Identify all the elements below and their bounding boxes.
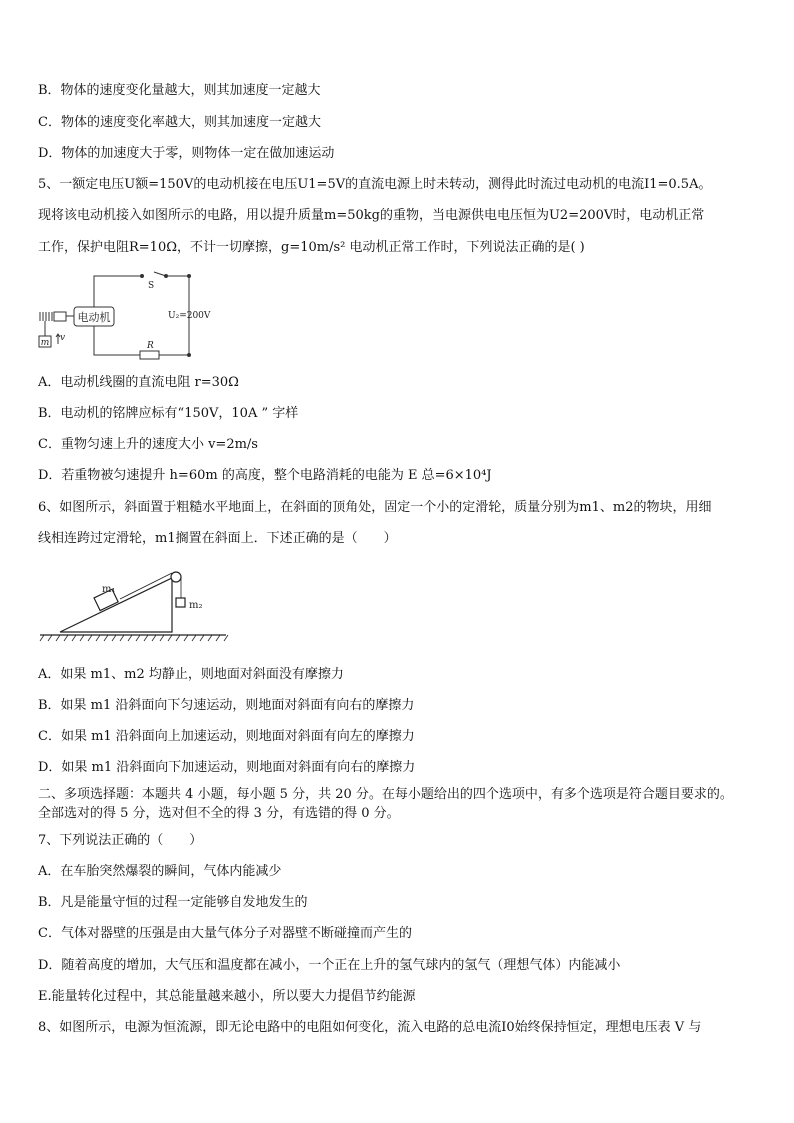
q5-mass-label: m [40, 338, 50, 348]
q4-option-c: C．物体的速度变化率越大，则其加速度一定越大 [38, 115, 321, 130]
q6-option-c: C．如果 m1 沿斜面向上加速运动，则地面对斜面有向左的摩擦力 [38, 729, 415, 744]
q7-option-e: E.能量转化过程中，其总能量越来越小，所以要大力提倡节约能源 [38, 989, 416, 1004]
q6-option-d: D．如果 m1 沿斜面向下加速运动，则地面对斜面有向右的摩擦力 [38, 760, 416, 775]
q7-option-a: A．在车胎突然爆裂的瞬间，气体内能减少 [38, 864, 282, 879]
q6-option-b: B．如果 m1 沿斜面向下匀速运动，则地面对斜面有向右的摩擦力 [38, 698, 415, 713]
q7-option-d: D．随着高度的增加，大气压和温度都在减小，一个正在上升的氢气球内的氢气（理想气体）内能减小 [38, 958, 621, 973]
section2-heading-line-2: 全部选对的得 5 分，选对但不全的得 3 分，有选错的得 0 分。 [38, 806, 400, 821]
q5-circuit-figure [38, 270, 218, 360]
q7-option-c: C．气体对器壁的压强是由大量气体分子对器壁不断碰撞而产生的 [38, 926, 412, 941]
q6-option-a: A．如果 m1、m2 均静止，则地面对斜面没有摩擦力 [38, 667, 344, 682]
q5-stem-line-3: 工作，保护电阻R=10Ω，不计一切摩擦，g=10m/s² 电动机正常工作时，下列说法正确的是( ) [38, 240, 585, 255]
q5-resistor-label: R [147, 341, 154, 351]
q6-m1-label: m₁ [102, 584, 116, 595]
q4-option-d: D．物体的加速度大于零，则物体一定在做加速运动 [38, 146, 335, 161]
q7-stem: 7、下列说法正确的（ ） [38, 833, 203, 848]
q6-stem-line-2: 线相连跨过定滑轮，m1搁置在斜面上．下述正确的是（ ） [38, 531, 397, 546]
q5-switch-label: S [148, 281, 155, 291]
q8-stem-line-1: 8、如图所示，电源为恒流源，即无论电路中的电阻如何变化，流入电路的总电流I0始终保持恒定，理想电压表 V 与 [38, 1020, 702, 1035]
q5-velocity-label: v [60, 333, 66, 343]
q6-incline-figure [38, 565, 238, 650]
section2-heading-line-1: 二、多项选择题：本题共 4 小题，每小题 5 分，共 20 分。在每小题给出的四个选项中，有多个选项是符合题目要求的。 [38, 787, 733, 802]
q4-option-b: B．物体的速度变化量越大，则其加速度一定越大 [38, 83, 321, 98]
q5-option-b: B．电动机的铭牌应标有“150V，10A ” 字样 [38, 406, 299, 421]
q6-m2-label: m₂ [189, 600, 203, 611]
q5-motor-label: 电动机 [77, 311, 111, 324]
q7-option-b: B．凡是能量守恒的过程一定能够自发地发生的 [38, 895, 308, 910]
q5-option-c: C．重物匀速上升的速度大小 v=2m/s [38, 437, 258, 452]
q5-stem-line-1: 5、一额定电压U额=150V的电动机接在电压U1=5V的直流电源上时未转动，测得此时流过电动机的电流I1=0.5A。 [38, 177, 712, 192]
q6-stem-line-1: 6、如图所示，斜面置于粗糙水平地面上，在斜面的顶角处，固定一个小的定滑轮，质量分别为m1、m2的物块，用细 [38, 500, 712, 515]
q5-option-a: A．电动机线圈的直流电阻 r=30Ω [38, 375, 239, 390]
q5-voltage-label: U₂=200V [168, 311, 211, 321]
q5-stem-line-2: 现将该电动机接入如图所示的电路，用以提升质量m=50kg的重物，当电源供电电压恒为U2=200V时，电动机正常 [38, 208, 705, 223]
q5-option-d: D．若重物被匀速提升 h=60m 的高度，整个电路消耗的电能为 E 总=6×10⁴J [38, 468, 492, 483]
